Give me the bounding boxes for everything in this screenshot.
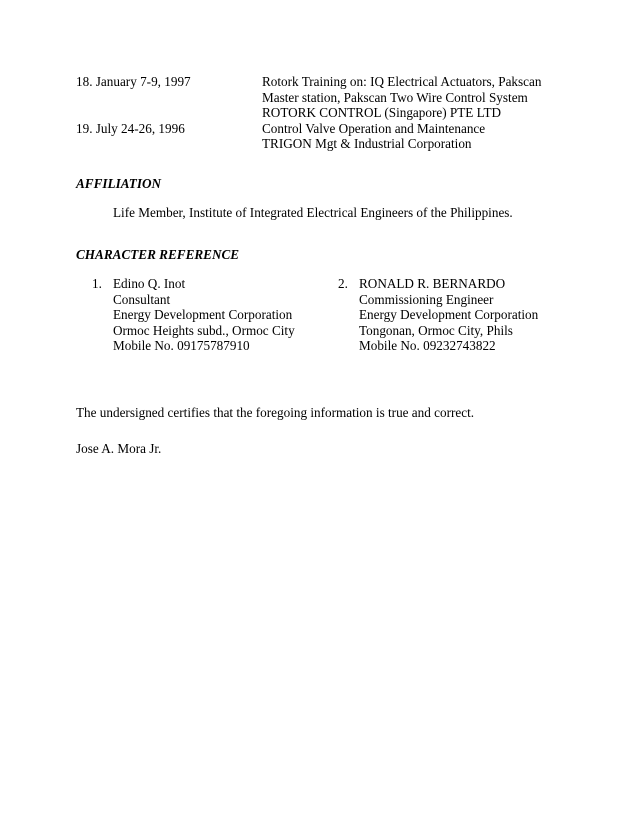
reference-number: 2. <box>338 276 348 291</box>
reference-entry <box>338 276 538 354</box>
reference-company: Energy Development Corporation <box>113 307 293 323</box>
reference-title: Consultant <box>113 291 171 307</box>
reference-mobile: Mobile No. 09232743822 <box>359 338 496 354</box>
training-description-line: TRIGON Mgt & Industrial Corporation <box>262 136 472 152</box>
training-item <box>76 121 596 152</box>
reference-address: Ormoc Heights subd., Ormoc City <box>113 322 295 338</box>
reference-details <box>359 276 538 354</box>
training-list <box>76 74 596 152</box>
reference-address: Tongonan, Ormoc City, Phils <box>359 322 513 338</box>
signature-name: Jose A. Mora Jr. <box>76 441 162 456</box>
reference-title: Commissioning Engineer <box>359 291 494 307</box>
character-reference-heading: CHARACTER REFERENCE <box>76 247 240 262</box>
reference-company: Energy Development Corporation <box>359 307 539 323</box>
reference-name: Edino Q. Inot <box>113 276 186 291</box>
reference-mobile: Mobile No. 09175787910 <box>113 338 250 354</box>
training-description <box>262 121 596 152</box>
training-date: 19. July 24-26, 1996 <box>76 120 185 136</box>
reference-entry <box>92 276 295 354</box>
reference-name: RONALD R. BERNARDO <box>359 276 506 291</box>
training-item <box>76 74 596 121</box>
training-description-line: Rotork Training on: IQ Electrical Actuators, Pakscan <box>262 74 542 89</box>
training-description-line: Master station, Pakscan Two Wire Control System <box>262 89 528 105</box>
training-description-line: ROTORK CONTROL (Singapore) PTE LTD <box>262 105 502 121</box>
reference-number: 1. <box>92 276 102 291</box>
reference-details <box>113 276 295 354</box>
affiliation-heading: AFFILIATION <box>76 176 162 191</box>
training-description <box>262 74 596 121</box>
affiliation-text: Life Member, Institute of Integrated Electrical Engineers of the Philippines. <box>113 205 513 220</box>
certification-statement: The undersigned certifies that the foregoing information is true and correct. <box>76 405 475 420</box>
training-description-line: Control Valve Operation and Maintenance <box>262 120 486 136</box>
training-date: 18. January 7-9, 1997 <box>76 74 191 89</box>
